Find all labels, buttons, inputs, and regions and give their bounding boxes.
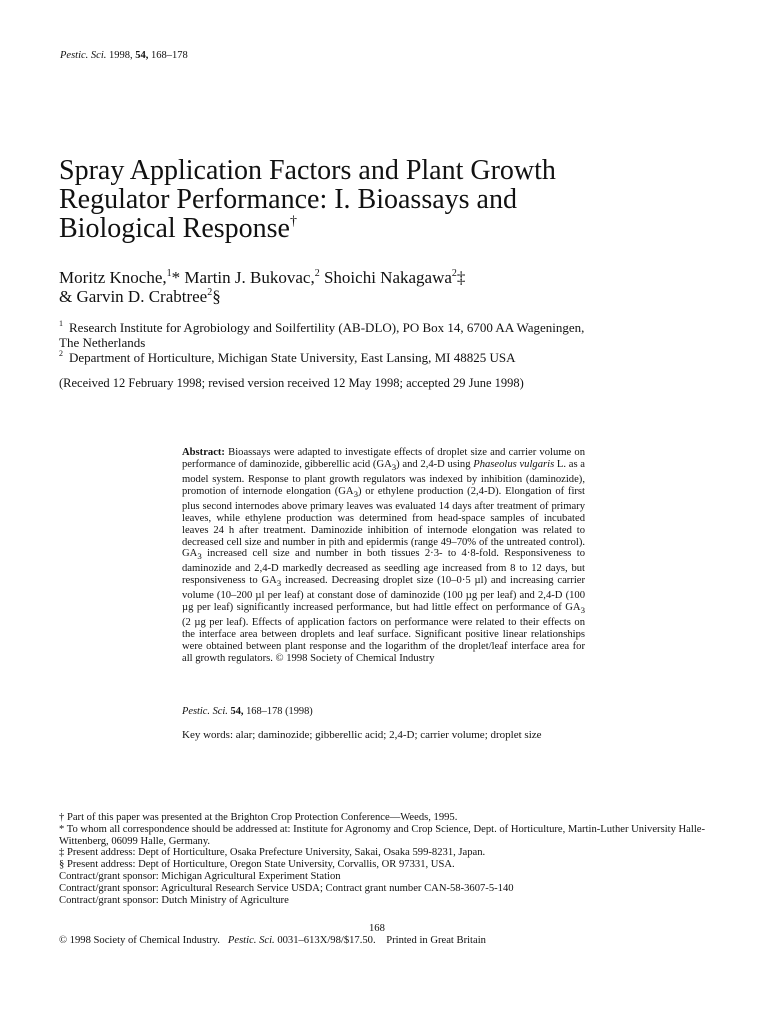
paper-title xyxy=(59,156,699,243)
affiliation-text: The Netherlands xyxy=(59,335,146,350)
footnote: § Present address: Dept of Horticulture, Oregon State University, Corvallis, OR 97331, USA. xyxy=(59,859,455,871)
abstract-segment: increased cell size and number in both tissues 2·3- to 4·8-fold. Responsiveness to daminozide and 2,4-D markedly decreased as seedling age increased from 8 to 12 days, but responsiveness to GA xyxy=(182,548,585,587)
footnote: ‡ Present address: Dept of Horticulture, Osaka Prefecture University, Sakai, Osaka 599-8231, Japan. xyxy=(59,847,486,859)
author-knoche: Moritz Knoche, xyxy=(59,268,167,287)
author-list xyxy=(59,268,699,306)
abstract-label: Abstract: xyxy=(182,447,225,458)
subscript: 3 xyxy=(580,605,585,616)
footnote: Contract/grant sponsor: Michigan Agricultural Experiment Station xyxy=(59,870,341,882)
author-bukovac: Martin J. Bukovac, xyxy=(180,268,315,287)
journal-header xyxy=(60,50,188,61)
footnote: Contract/grant sponsor: Dutch Ministry of Agriculture xyxy=(59,894,289,906)
author-sup: 1 xyxy=(166,268,172,279)
author-mark: * xyxy=(171,268,181,287)
subscript: 3 xyxy=(391,462,397,473)
footnote: * To whom all correspondence should be addressed at: Institute for Agronomy and Crop Science, Dept. of Horticulture, Martin-Luther University Halle-Wittenberg, 06099 Halle, Germany. xyxy=(59,823,705,847)
abstract-segment: increased. Decreasing droplet size (10–0·5 µl) and increasing carrier volume (10–200 µl per leaf) at constant dose of daminozide (100 µg per leaf) and 2,4-D (100 µg per leaf) significantly increased performance, but had little effect on performance of GA xyxy=(182,575,586,614)
author-crabtree: & Garvin D. Crabtree xyxy=(59,287,208,306)
author-sup: 2 xyxy=(207,287,213,298)
abstract-segment: ) or ethylene production (2,4-D). Elongation of first plus second internodes above primary leaves was evaluated 14 days after treatment of primary leaves, while ethylene production was determined from head-space samples of incubated leaves 24 h after treatment. Daminozide inhibition of internode elongation was related to decreased cell size and number in pith and epidermis (range 49–70% of the untreated control). GA xyxy=(182,485,585,560)
journal-name: Pestic. Sci. xyxy=(60,50,107,61)
abstract-text xyxy=(182,447,585,665)
title-line-2: Regulator Performance: I. Bioassays and xyxy=(59,184,517,215)
author-mark: § xyxy=(212,287,221,306)
copyright-footer xyxy=(59,935,486,946)
abstract-segment: ) and 2,4-D using xyxy=(396,458,474,470)
affiliation-text: Research Institute for Agrobiology and Soilfertility (AB-DLO), PO Box 14, 6700 AA Wageningen, xyxy=(69,320,585,335)
received-dates: (Received 12 February 1998; revised version received 12 May 1998; accepted 29 June 1998) xyxy=(59,376,524,390)
affiliation-text: Department of Horticulture, Michigan State University, East Lansing, MI 48825 USA xyxy=(69,350,516,365)
journal-volume: 54, xyxy=(135,50,149,61)
abstract-segment: L. as a model system. Response to plant growth regulators was indexed by inhibition (daminozide), promotion of internode elongation (GA xyxy=(182,458,585,497)
journal-pages: 168–178 xyxy=(150,50,188,61)
affiliations xyxy=(59,320,709,365)
subscript: 3 xyxy=(353,488,358,499)
title-line-1: Spray Application Factors and Plant Growth xyxy=(59,155,556,186)
title-dagger: † xyxy=(289,214,297,229)
keywords: Key words: alar; daminozide; gibberellic acid; 2,4-D; carrier volume; droplet size xyxy=(182,729,542,741)
species-name: Phaseolus vulgaris xyxy=(473,458,555,470)
citation-journal: Pestic. Sci. xyxy=(182,706,228,717)
footnote: Contract/grant sponsor: Agricultural Research Service USDA; Contract grant number CAN-58-3607-5-140 xyxy=(59,882,514,894)
subscript: 3 xyxy=(276,578,282,589)
affiliation-number: 2 xyxy=(59,349,63,358)
copyright-text: © 1998 Society of Chemical Industry. xyxy=(59,935,228,946)
affiliation-item xyxy=(59,335,709,350)
author-mark: ‡ xyxy=(456,268,466,287)
author-sup: 2 xyxy=(314,268,320,279)
affiliation-number: 1 xyxy=(59,319,63,328)
footnote: † Part of this paper was presented at the Brighton Crop Protection Conference—Weeds, 1995. xyxy=(59,812,458,823)
footnotes xyxy=(59,812,719,906)
citation-volume: 54, xyxy=(230,706,244,717)
subscript: 3 xyxy=(197,551,202,562)
affiliation-item xyxy=(59,350,709,365)
author-sup: 2 xyxy=(451,268,457,279)
journal-year: 1998, xyxy=(108,50,133,61)
affiliation-item xyxy=(59,320,709,335)
footer-journal: Pestic. Sci. xyxy=(227,935,275,946)
author-nakagawa: Shoichi Nakagawa xyxy=(319,268,452,287)
citation xyxy=(182,706,313,717)
abstract-segment: Bioassays were adapted to investigate effects of droplet size and carrier volume on performance of daminozide, gibberellic acid (GA xyxy=(182,447,585,470)
abstract xyxy=(182,447,585,665)
title-line-3: Biological Response xyxy=(59,213,290,244)
page-number: 168 xyxy=(369,923,385,934)
abstract-segment: (2 µg per leaf). Effects of application factors on performance were related to their effects on the interface area between droplets and leaf surface. Significant positive linear relationships were obtained between plant response and the logarithm of the droplet/leaf interface area for all growth regulators. © 1998 Society of Chemical Industry xyxy=(182,617,585,665)
citation-rest: 168–178 (1998) xyxy=(243,706,313,717)
footer-issn: 0031–613X/98/$17.50. Printed in Great Britain xyxy=(274,935,486,946)
